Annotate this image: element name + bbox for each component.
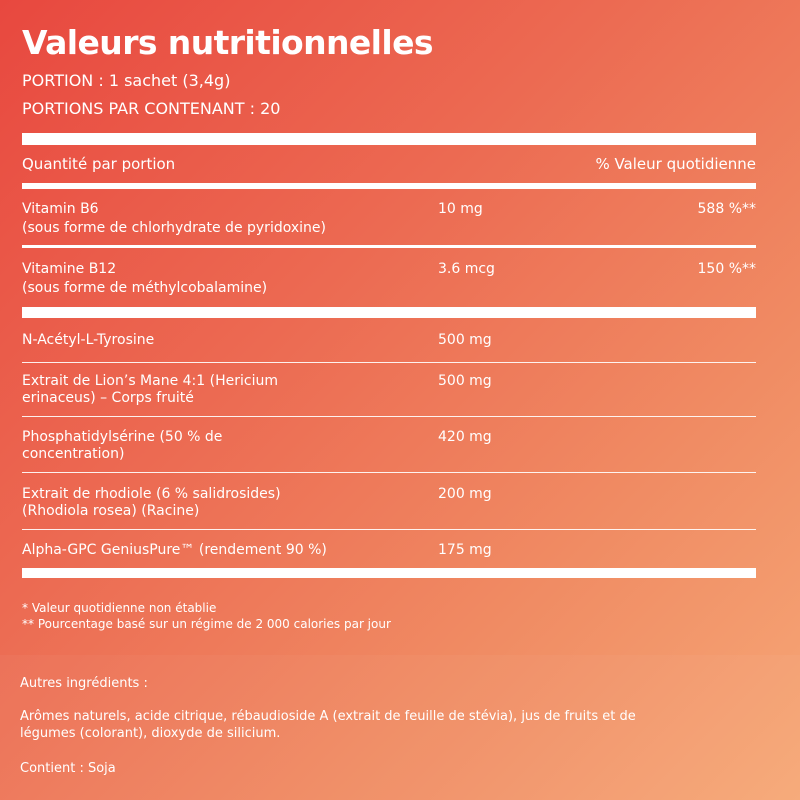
nutrient-amount: 3.6 mcg	[438, 261, 495, 277]
ingredient-name: Alpha-GPC GeniusPure™ (rendement 90 %)	[22, 542, 327, 558]
serving-size: PORTION : 1 sachet (3,4g)	[22, 71, 231, 90]
header-rule	[22, 183, 756, 189]
daily-value-header: % Valeur quotidienne	[595, 155, 756, 173]
nutrient-daily-value: 150 %**	[697, 261, 756, 277]
nutrient-form: (sous forme de méthylcobalamine)	[22, 280, 268, 296]
ingredient-amount: 500 mg	[438, 373, 492, 389]
servings-per-container: PORTIONS PAR CONTENANT : 20	[22, 99, 281, 118]
top-rule	[22, 133, 756, 145]
ingredient-name: Extrait de Lion’s Mane 4:1 (Hericium	[22, 373, 278, 389]
other-ingredients-heading: Autres ingrédients :	[20, 676, 148, 691]
row-divider	[22, 416, 756, 417]
ingredient-name: N-Acétyl-L-Tyrosine	[22, 332, 155, 348]
ingredient-name-cont: (Rhodiola rosea) (Racine)	[22, 503, 200, 519]
footnote-daily-value: * Valeur quotidienne non établie	[22, 601, 217, 615]
row-divider	[22, 362, 756, 363]
ingredient-name-cont: erinaceus) – Corps fruité	[22, 390, 194, 406]
allergen-statement: Contient : Soja	[20, 761, 116, 776]
row-divider	[22, 472, 756, 473]
page-title: Valeurs nutritionnelles	[22, 23, 433, 62]
nutrient-daily-value: 588 %**	[697, 201, 756, 217]
nutrient-amount: 10 mg	[438, 201, 483, 217]
ingredient-name-cont: concentration)	[22, 446, 125, 462]
nutrient-name: Vitamine B12	[22, 261, 117, 277]
amount-per-serving-header: Quantité par portion	[22, 155, 176, 173]
ingredient-name: Phosphatidylsérine (50 % de	[22, 429, 223, 445]
ingredient-amount: 420 mg	[438, 429, 492, 445]
nutrient-form: (sous forme de chlorhydrate de pyridoxine)	[22, 220, 326, 236]
nutrient-name: Vitamin B6	[22, 201, 99, 217]
row-divider	[22, 245, 756, 248]
ingredient-amount: 200 mg	[438, 486, 492, 502]
other-ingredients-list-cont: légumes (colorant), dioxyde de silicium.	[20, 726, 281, 741]
section-rule	[22, 307, 756, 318]
footnote-calories: ** Pourcentage basé sur un régime de 2 000 calories par jour	[22, 617, 391, 631]
other-ingredients-list: Arômes naturels, acide citrique, rébaudioside A (extrait de feuille de stévia), jus de fruits et de	[20, 709, 636, 724]
ingredient-amount: 500 mg	[438, 332, 492, 348]
ingredient-name: Extrait de rhodiole (6 % salidrosides)	[22, 486, 281, 502]
ingredient-amount: 175 mg	[438, 542, 492, 558]
bottom-rule	[22, 568, 756, 578]
row-divider	[22, 529, 756, 530]
